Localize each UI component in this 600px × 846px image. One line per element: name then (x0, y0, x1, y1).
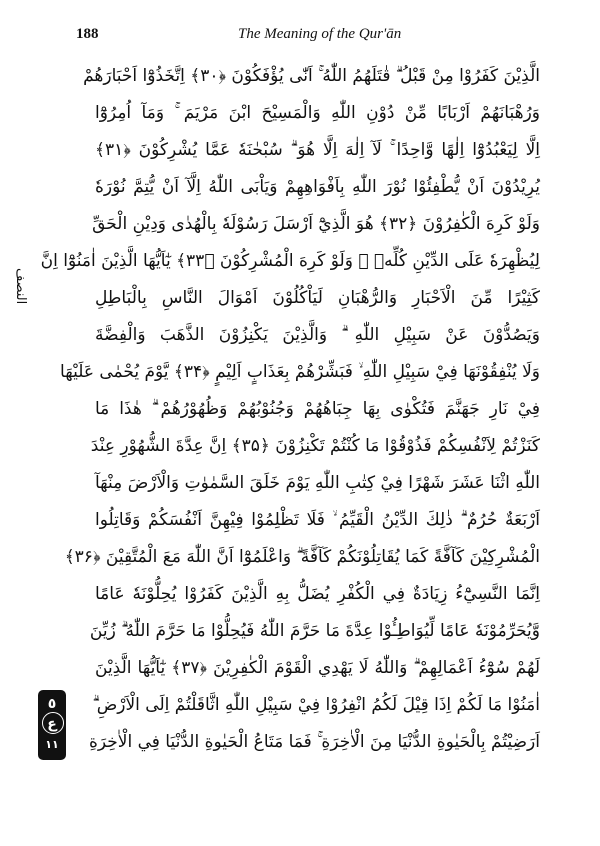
text-line: اٰمَنُوْا مَا لَكُمْ اِذَا قِيْلَ لَكُمُ انْفِرُوْا فِيْ سَبِيْلِ اللّٰهِ اثَّاقَلْتُمْ اِلَى الْاَرْضِ ۗ (92, 695, 540, 715)
text-line: لَهُمْ سُوْٓءُ اَعْمَالِهِمْ ۗ وَاللّٰهُ لَا يَهْدِي الْقَوْمَ الْكٰفِرِيْنَ ﴿۳۷﴾ يٰٓاَيُّهَا الَّذِيْنَ (95, 658, 540, 678)
text-line: كَثِيْرًا مِّنَ الْاَحْبَارِ وَالرُّهْبَانِ لَيَاْكُلُوْنَ اَمْوَالَ النَّاسِ بِالْبَاطِلِ (95, 288, 540, 308)
text-line: الْمُشْرِكِيْنَ كَآفَّةً كَمَا يُقَاتِلُوْنَكُمْ كَآفَّةً ۗ وَاعْلَمُوْٓا اَنَّ اللّٰهَ مَعَ الْمُتَّقِيْنَ ﴿۳۶﴾ (64, 547, 540, 567)
book-title: The Meaning of the Qur'ān (238, 26, 402, 42)
text-line: اِنَّمَا النَّسِيْٓءُ زِيَادَةٌ فِي الْكُفْرِ يُضَلُّ بِهِ الَّذِيْنَ كَفَرُوْا يُحِلُّوْنَهٗ عَامًا (95, 584, 540, 604)
text-line: وَرُهْبَانَهُمْ اَرْبَابًا مِّنْ دُوْنِ اللّٰهِ وَالْمَسِيْحَ ابْنَ مَرْيَمَ ۚ وَمَآ اُمِرُوْٓا (95, 103, 540, 123)
text-line: اَرْبَعَةٌ حُرُمٌ ۗ ذٰلِكَ الدِّيْنُ الْقَيِّمُ ۙ فَلَا تَظْلِمُوْا فِيْهِنَّ اَنْفُسَكُمْ وَقَاتِلُوا (95, 510, 540, 530)
text-line: فِيْ نَارِ جَهَنَّمَ فَتُكْوٰى بِهَا جِبَاهُهُمْ وَجُنُوْبُهُمْ وَظُهُوْرُهُمْ ۗ هٰذَا مَا (95, 399, 540, 419)
text-line: لِيُظْهِرَهٗ عَلَى الدِّيْنِ كُلِّهٖ ۙ وَلَوْ كَرِهَ الْمُشْرِكُوْنَ ﴿۳۳﴾ يٰٓاَيُّهَا الَّذِيْنَ اٰمَنُوْٓا اِنَّ (40, 251, 540, 271)
text-line: اللّٰهِ اثْنَا عَشَرَ شَهْرًا فِيْ كِتٰبِ اللّٰهِ يَوْمَ خَلَقَ السَّمٰوٰتِ وَالْاَرْضَ مِنْهَآ (95, 473, 540, 493)
text-line: يُرِيْدُوْنَ اَنْ يُّطْفِئُوْا نُوْرَ اللّٰهِ بِاَفْوَاهِهِمْ وَيَاْبَى اللّٰهُ اِلَّآ اَنْ يُّتِمَّ نُوْرَهٗ (95, 177, 540, 197)
text-line: وَلَوْ كَرِهَ الْكٰفِرُوْنَ ﴿۳۲﴾ هُوَ الَّذِيْٓ اَرْسَلَ رَسُوْلَهٗ بِالْهُدٰى وَدِيْنِ الْحَقِّ (92, 214, 540, 234)
text-line: اِلَّا لِيَعْبُدُوْٓا اِلٰهًا وَّاحِدًا ۚ لَآ اِلٰهَ اِلَّا هُوَ ۗ سُبْحٰنَهٗ عَمَّا يُشْرِكُوْنَ ﴿۳۱﴾ (95, 140, 540, 160)
page-number: 188 (76, 26, 99, 42)
section-marker-bottom: ١١ (45, 738, 59, 751)
text-line: الَّذِيْنَ كَفَرُوْا مِنْ قَبْلُ ۗ قٰتَلَهُمُ اللّٰهُ ۚ اَنّٰى يُؤْفَكُوْنَ ﴿۳۰﴾ اِتَّخَذُوْٓا اَحْبَارَهُمْ (83, 66, 540, 86)
text-line: كَنَزْتُمْ لِاَنْفُسِكُمْ فَذُوْقُوْا مَا كُنْتُمْ تَكْنِزُوْنَ ﴿۳۵﴾ اِنَّ عِدَّةَ الشُّهُوْرِ عِنْدَ (90, 436, 540, 456)
text-line: وَّيُحَرِّمُوْنَهٗ عَامًا لِّيُوَاطِـُٔوْا عِدَّةَ مَا حَرَّمَ اللّٰهُ فَيُحِلُّوْا مَا حَرَّمَ اللّٰهُ ۗ زُيِّنَ (89, 621, 540, 641)
section-marker-top: ٥ (47, 696, 57, 712)
text-line: اَرَضِيْتُمْ بِالْحَيٰوةِ الدُّنْيَا مِنَ الْاٰخِرَةِ ۚ فَمَا مَتَاعُ الْحَيٰوةِ الدُّنْيَا فِي الْاٰخِرَةِ (88, 732, 540, 752)
text-line: وَيَصُدُّوْنَ عَنْ سَبِيْلِ اللّٰهِ ۗ وَالَّذِيْنَ يَكْنِزُوْنَ الذَّهَبَ وَالْفِضَّةَ (95, 325, 540, 345)
text-line: وَلَا يُنْفِقُوْنَهَا فِيْ سَبِيْلِ اللّٰهِ ۙ فَبَشِّرْهُمْ بِعَذَابٍ اَلِيْمٍ ﴿۳۴﴾ يَّوْمَ يُحْمٰى عَلَيْهَا (60, 362, 540, 382)
section-marker-middle: ع (47, 716, 57, 732)
page-header (0, 24, 600, 50)
section-marker (38, 690, 66, 760)
margin-note: النصف (13, 267, 28, 305)
